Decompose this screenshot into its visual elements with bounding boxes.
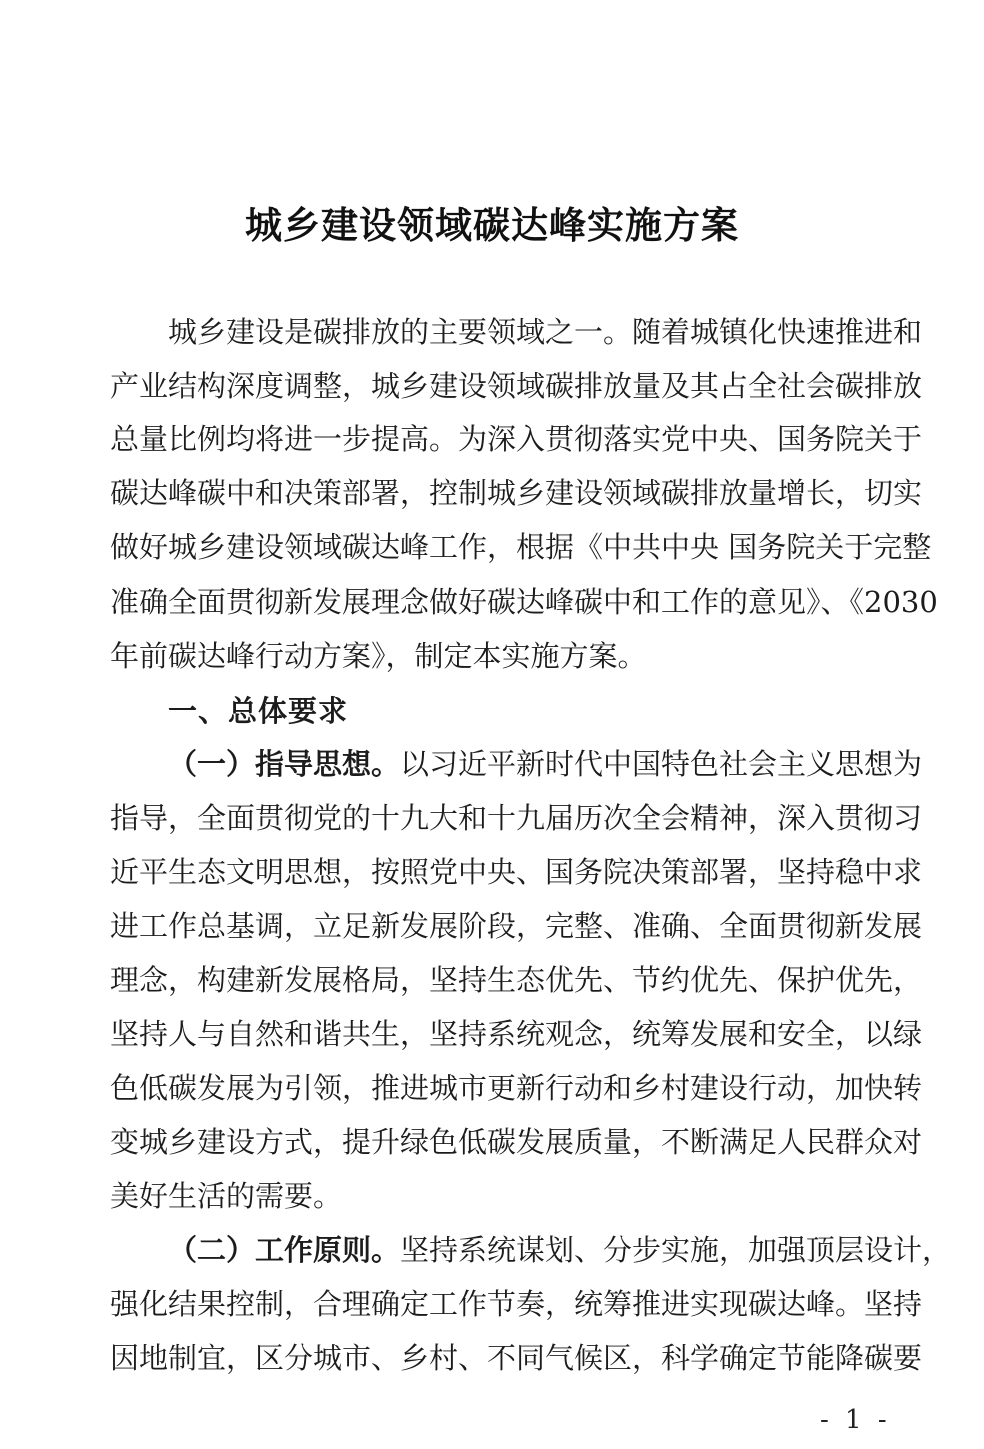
para1-line-6: 坚持人与自然和谐共生，坚持系统观念，统筹发展和安全，以绿 [110,1017,923,1051]
intro-line-3: 总量比例均将进一步提高。为深入贯彻落实党中央、国务院关于 [110,422,923,456]
intro-line-4: 碳达峰碳中和决策部署，控制城乡建设领域碳排放量增长，切实 [110,476,923,510]
intro-line-5: 做好城乡建设领域碳达峰工作，根据《中共中央 国务院关于完整 [110,530,932,564]
para1-line-8: 变城乡建设方式，提升绿色低碳发展质量，不断满足人民群众对 [110,1125,923,1159]
para1-line-9: 美好生活的需要。 [110,1179,343,1213]
para1-lead: （一）指导思想。 [168,747,401,781]
para1-line-3: 近平生态文明思想，按照党中央、国务院决策部署，坚持稳中求 [110,855,923,889]
para2-line-2: 强化结果控制，合理确定工作节奏，统筹推进实现碳达峰。坚持 [110,1287,923,1321]
para1-line-4: 进工作总基调，立足新发展阶段，完整、准确、全面贯彻新发展 [110,909,923,943]
page-number: - 1 - [820,1405,891,1435]
intro-line-2: 产业结构深度调整，城乡建设领域碳排放量及其占全社会碳排放 [110,369,923,403]
para2-line-3: 因地制宜，区分城市、乡村、不同气候区，科学确定节能降碳要 [110,1341,923,1375]
intro-line-7: 年前碳达峰行动方案》，制定本实施方案。 [110,639,647,673]
intro-line-1: 城乡建设是碳排放的主要领域之一。随着城镇化快速推进和 [168,315,923,349]
para2-line-1 [168,1224,952,1277]
intro-line-6: 准确全面贯彻新发展理念做好碳达峰碳中和工作的意见》、《2030 [110,585,938,619]
para1-line-2: 指导，全面贯彻党的十九大和十九届历次全会精神，深入贯彻习 [110,801,923,835]
section-heading: 一、总体要求 [168,694,349,728]
para2-lead: （二）工作原则。 [168,1233,401,1267]
para1-line-1-text: 以习近平新时代中国特色社会主义思想为 [400,747,923,781]
para1-line-5: 理念，构建新发展格局，坚持生态优先、节约优先、保护优先， [110,963,923,997]
para2-line-1-text: 坚持系统谋划、分步实施，加强顶层设计， [400,1233,952,1267]
para1-line-1 [168,738,923,791]
document-title: 城乡建设领域碳达峰实施方案 [245,204,739,247]
para1-line-7: 色低碳发展为引领，推进城市更新行动和乡村建设行动，加快转 [110,1071,923,1105]
